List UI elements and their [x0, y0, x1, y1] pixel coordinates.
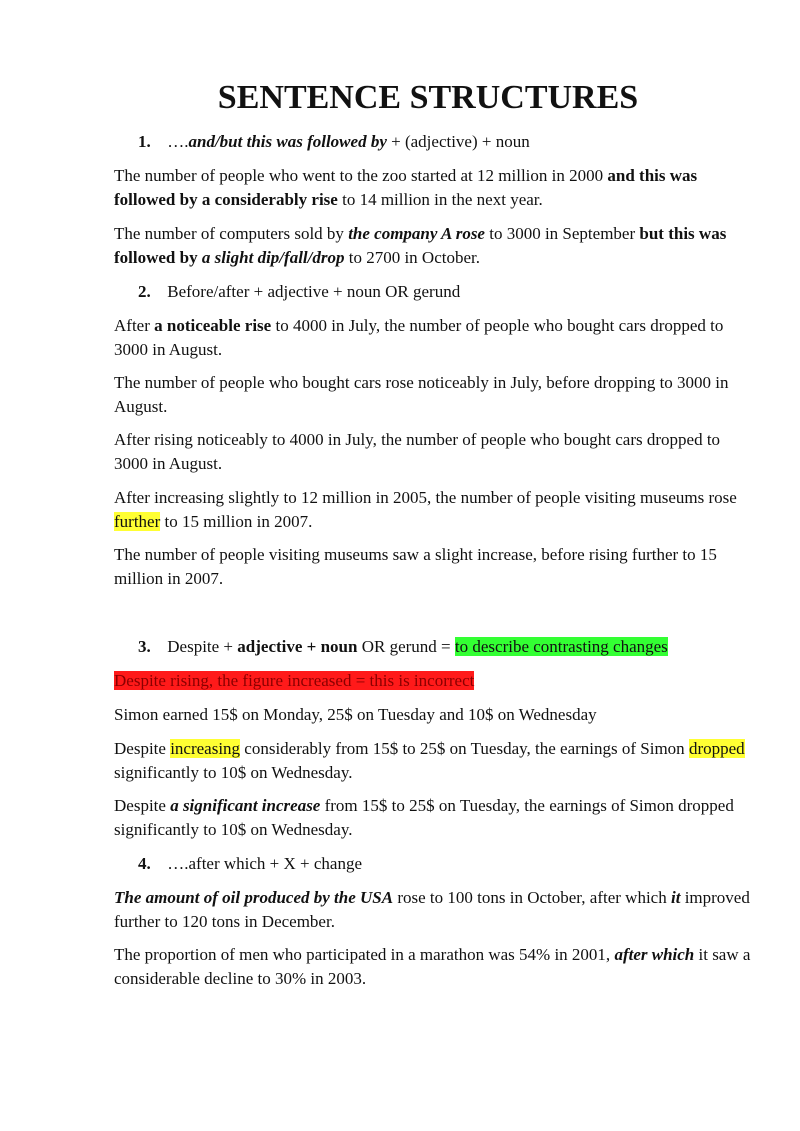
- section-1-heading-keyphrase: and/but this was followed by: [188, 132, 387, 151]
- bold-phrase: adjective + noun: [237, 637, 358, 656]
- section-3-paragraph-1: Simon earned 15$ on Monday, 25$ on Tuesday and 10$ on Wednesday: [114, 705, 597, 724]
- section-1-heading-lead: ….: [167, 132, 189, 151]
- section-3-paragraph-3: [114, 794, 754, 841]
- section-1-heading-rest: + (adjective) + noun: [386, 132, 530, 151]
- text-run: it saw a considerable decline to 30% in 2003.: [114, 945, 751, 988]
- section-4-number: 4.: [138, 854, 151, 873]
- section-2-paragraph-2: The number of people who bought cars rose noticeably in July, before dropping to 3000 in August.: [114, 373, 729, 416]
- section-1-heading: [138, 130, 758, 154]
- green-highlight: to describe contrasting changes: [454, 637, 668, 656]
- text-run: The number of computers sold by: [114, 224, 349, 243]
- section-4-heading: [138, 852, 758, 876]
- bold-phrase: but this was followed by: [114, 224, 727, 267]
- section-3-number: 3.: [138, 637, 151, 656]
- text-run: After: [114, 316, 155, 335]
- text-run: to 3000 in September: [484, 224, 640, 243]
- section-2-heading: [138, 280, 758, 304]
- text-run: OR gerund =: [357, 637, 455, 656]
- red-highlight: Despite rising, the figure increased = this is incorrect: [114, 671, 475, 690]
- section-2-heading-text: Before/after + adjective + noun OR gerund: [167, 282, 461, 301]
- section-1-paragraph-1: [114, 164, 754, 211]
- text-run: The number of people who went to the zoo started at 12 million in 2000: [114, 166, 608, 185]
- text-run: After increasing slightly to 12 million in 2005, the number of people visiting museums rose: [114, 488, 737, 507]
- bold-italic-phrase: a slight dip/fall/drop: [201, 247, 345, 267]
- section-3-paragraph-2: [114, 737, 754, 784]
- section-4-heading-text: ….after which + X + change: [167, 854, 363, 873]
- text-run: Despite: [114, 796, 171, 815]
- text-run: Despite +: [167, 637, 238, 656]
- text-run: rose to 100 tons in October, after which: [393, 888, 671, 907]
- section-1-paragraph-2: [114, 222, 754, 269]
- text-run: to 14 million in the next year.: [337, 189, 543, 209]
- section-2-paragraph-5: The number of people visiting museums saw a slight increase, before rising further to 15 million in 2007.: [114, 545, 717, 588]
- yellow-highlight: increasing: [170, 739, 241, 758]
- bold-italic-phrase: The amount of oil produced by the USA: [114, 888, 394, 907]
- text-run: to 2700 in October.: [344, 247, 480, 267]
- section-3-heading: [138, 635, 758, 659]
- text-run: significantly to 10$ on Wednesday.: [114, 762, 353, 782]
- section-4-paragraph-2: [114, 943, 754, 990]
- incorrect-example: [114, 669, 754, 693]
- section-2-paragraph-3: After rising noticeably to 4000 in July, the number of people who bought cars dropped to 3000 in August.: [114, 430, 721, 473]
- text-run: The proportion of men who participated in a marathon was 54% in 2001,: [114, 945, 615, 964]
- text-run: Despite: [114, 739, 171, 758]
- text-run: to 15 million in 2007.: [160, 511, 313, 531]
- yellow-highlight: further: [114, 511, 161, 531]
- text-run: from 15$ to 25$ on Tuesday, the earnings of Simon dropped significantly to 10$ on Wednesday.: [114, 796, 734, 839]
- bold-italic-phrase: the company A rose: [348, 224, 485, 243]
- page-title: SENTENCE STRUCTURES: [217, 79, 639, 116]
- section-1-number: 1.: [138, 132, 151, 151]
- bold-phrase: and this was followed by a considerably rise: [114, 166, 698, 209]
- section-2-number: 2.: [138, 282, 151, 301]
- text-run: improved further to 120 tons in December.: [114, 888, 750, 931]
- yellow-highlight: dropped: [688, 739, 745, 758]
- section-4-paragraph-1: [114, 886, 754, 933]
- text-run: to 4000 in July, the number of people who bought cars dropped to 3000 in August.: [114, 316, 724, 359]
- bold-italic-phrase: after which: [614, 945, 695, 964]
- bold-phrase: a noticeable rise: [154, 316, 272, 335]
- section-2-paragraph-4: [114, 486, 754, 533]
- bold-italic-phrase: it: [670, 888, 681, 907]
- bold-italic-phrase: a significant increase: [170, 796, 321, 815]
- text-run: considerably from 15$ to 25$ on Tuesday, the earnings of Simon: [240, 739, 689, 758]
- section-2-paragraph-1: [114, 314, 754, 361]
